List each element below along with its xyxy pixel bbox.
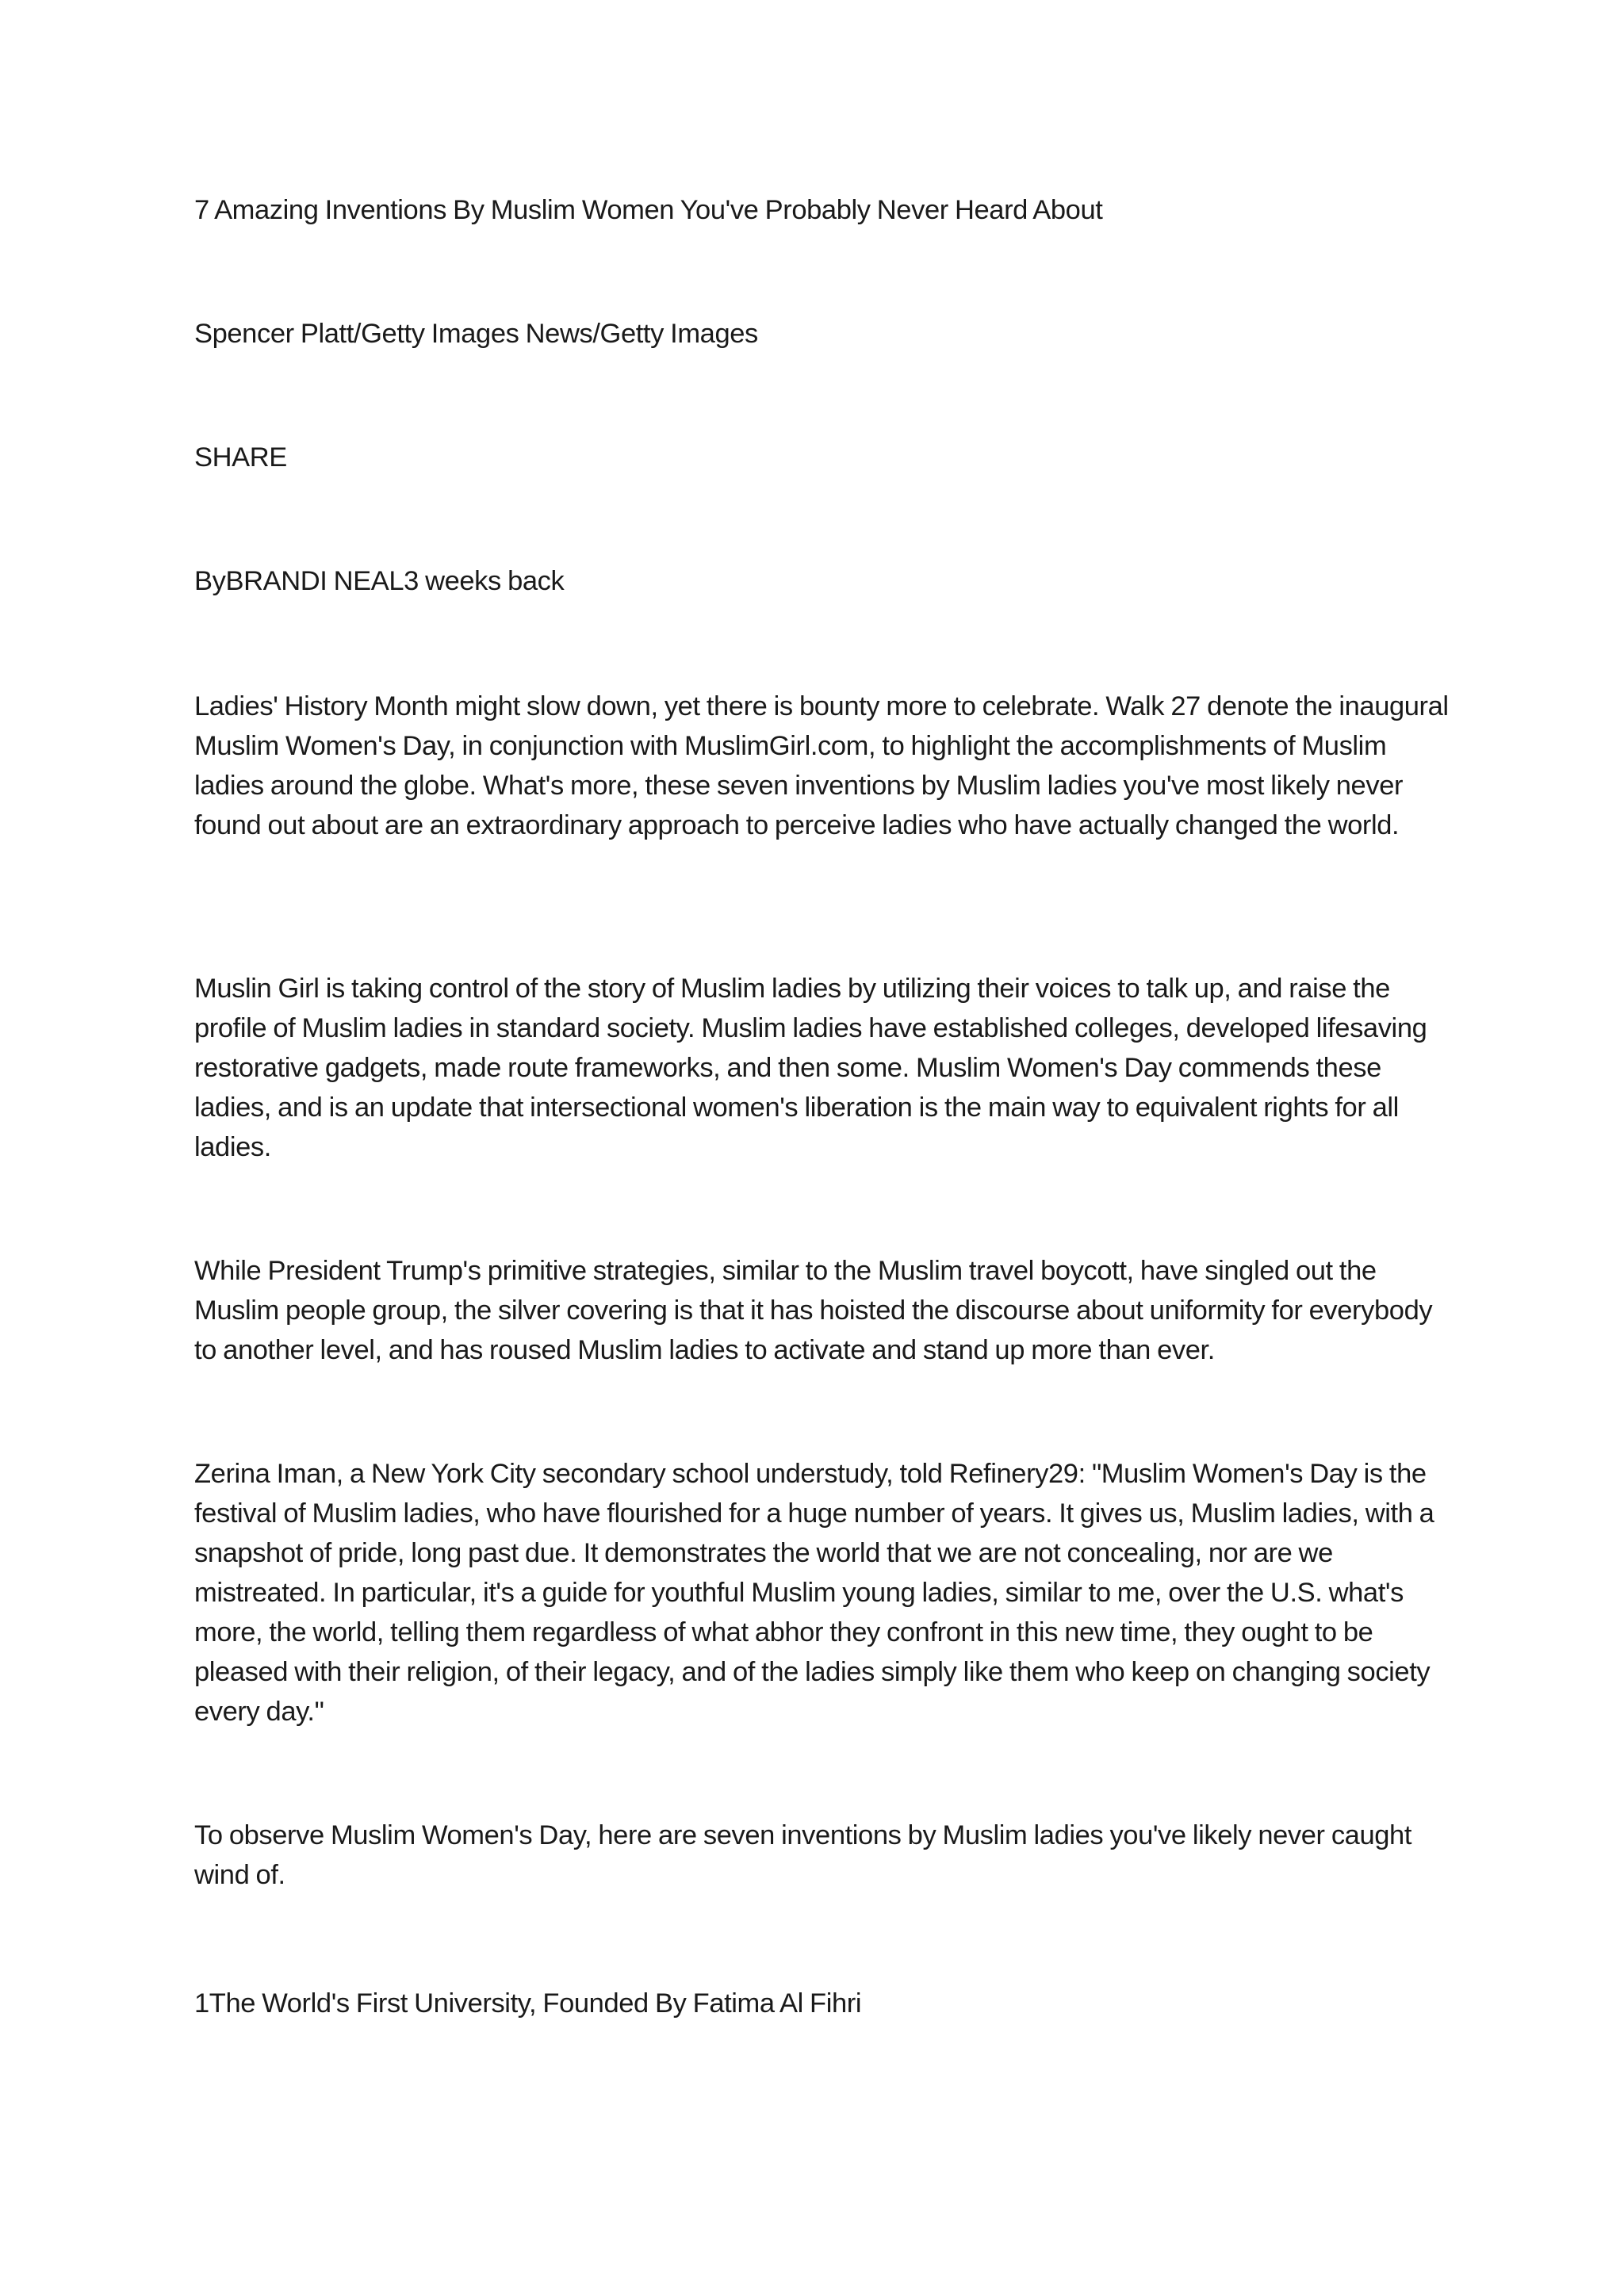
share-label: SHARE — [194, 442, 287, 473]
photo-credit: Spencer Platt/Getty Images News/Getty Images — [194, 319, 758, 349]
section-heading: 1The World's First University, Founded By Fatima Al Fihri — [194, 1988, 862, 2019]
paragraph-2: Muslin Girl is taking control of the story of Muslim ladies by utilizing their voices to talk up, and raise the profile of Muslim ladies in standard society. Muslim ladies have established colleges, developed lifesaving restorative gadgets, made route frameworks, and then some. Muslim Women's Day commends these ladies, and is an update that intersectional women's liberation is the main way to equivalent rights for all ladies. — [194, 974, 1427, 1162]
byline: ByBRANDI NEAL3 weeks back — [194, 566, 565, 596]
paragraph-5: To observe Muslim Women's Day, here are seven inventions by Muslim ladies you've likely never caught wind of. — [194, 1820, 1412, 1890]
article-title: 7 Amazing Inventions By Muslim Women You've Probably Never Heard About — [194, 195, 1103, 225]
paragraph-4: Zerina Iman, a New York City secondary school understudy, told Refinery29: "Muslim Women's Day is the festival of Muslim ladies, who have flourished for a huge number of years. It gives us, Muslim ladies, with a snapshot of pride, long past due. It demonstrates the world that we are not concealing, nor are we mistreated. In particular, it's a guide for youthful Muslim young ladies, similar to me, over the U.S. what's more, the world, telling them regardless of what abhor they confront in this new time, they ought to be pleased with their religion, of their legacy, and of the ladies simply like them who keep on changing society every day." — [194, 1459, 1434, 1727]
paragraph-1: Ladies' History Month might slow down, yet there is bounty more to celebrate. Walk 27 denote the inaugural Muslim Women's Day, in conjunction with MuslimGirl.com, to highlight the accomplishments of Muslim ladies around the globe. What's more, these seven inventions by Muslim ladies you've most likely never found out about are an extraordinary approach to perceive ladies who have actually changed the world. — [194, 691, 1449, 840]
paragraph-3: While President Trump's primitive strategies, similar to the Muslim travel boycott, have singled out the Muslim people group, the silver covering is that it has hoisted the discourse about uniformity for everybody to another level, and has roused Muslim ladies to activate and stand up more than ever. — [194, 1256, 1433, 1365]
